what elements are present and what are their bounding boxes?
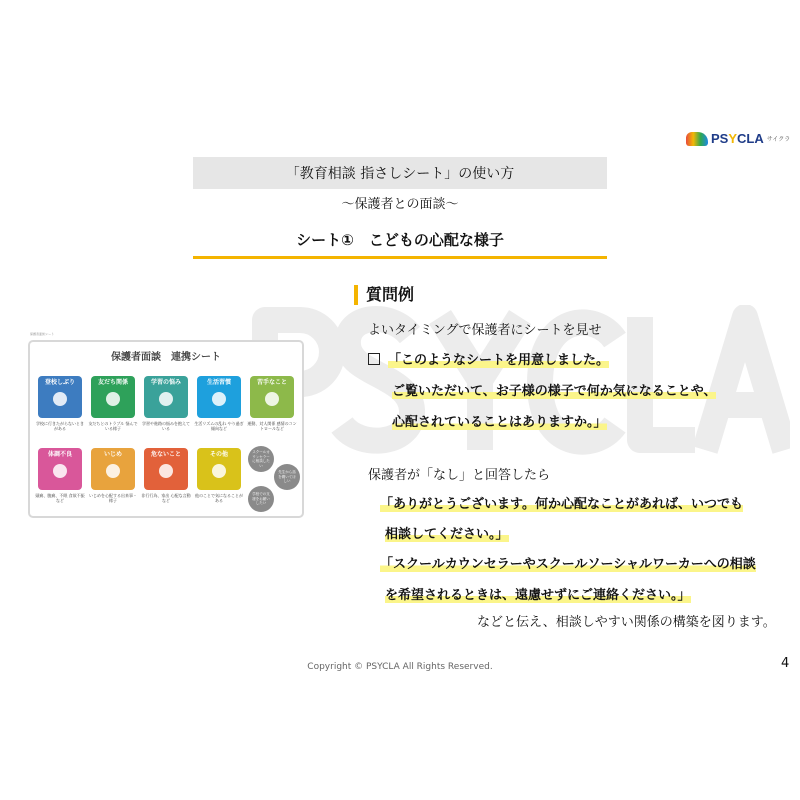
tile-label: 登校しぶり — [44, 379, 75, 386]
tile-caption: 学校に行きたがらないときがある — [36, 421, 84, 431]
tile-illustration-icon — [106, 392, 120, 406]
tile-label: その他 — [209, 451, 228, 458]
thumbnail-tile — [144, 448, 188, 490]
section-heading: 質問例 — [354, 285, 414, 305]
sheet-title: シート① こどもの心配な様子 — [193, 229, 607, 259]
tile-label: 友だち関係 — [97, 379, 128, 386]
tile-label: 学習の悩み — [150, 379, 181, 386]
tile-caption: 非行行為、家出 心配な言動など — [141, 493, 191, 503]
rhino-logo-icon — [686, 132, 708, 146]
tile-caption: 学習や進路の悩みを抱えている — [142, 421, 190, 431]
thumbnail-title: 保護者面談 連携シート — [111, 352, 221, 363]
consult-circle-text: 先生から話を聞いてほしい — [278, 470, 296, 484]
tile-caption: 他のことで気になることがある — [195, 493, 243, 503]
tile-label: 苦手なこと — [256, 379, 287, 386]
page-title: 「教育相談 指さしシート」の使い方 — [193, 157, 607, 189]
tile-illustration-icon — [106, 464, 120, 478]
thumbnail-tile — [197, 448, 241, 490]
question-line-3: 心配されていることはありますか。」 — [392, 415, 607, 430]
tile-caption: 友だちとのトラブル 悩んでいる様子 — [88, 421, 138, 431]
question-line-2: ご覧いただいて、お子様の様子で何か気になることや、 — [392, 384, 717, 399]
tile-label: いじめ — [103, 451, 122, 458]
subtitle: ～保護者との面談～ — [341, 197, 459, 212]
thumbnail-header: 保護者面談シート — [30, 332, 55, 336]
thumbnail-tile — [250, 376, 294, 418]
tile-illustration-icon — [53, 392, 67, 406]
condition-text: 保護者が「なし」と回答したら — [368, 468, 551, 483]
response-line-3: 「スクールカウンセラーやスクールソーシャルワーカーへの相談 — [380, 557, 756, 572]
thumbnail-tile — [197, 376, 241, 418]
logo-kana: サイクラ — [766, 136, 791, 143]
question-line-1: 「このようなシートを用意しました。 — [368, 351, 609, 371]
consult-circle — [274, 464, 300, 490]
tile-illustration-icon — [53, 464, 67, 478]
response-line-1: 「ありがとうございます。何か心配なことがあれば、いつでも — [380, 497, 743, 512]
thumbnail-tile — [91, 448, 135, 490]
tile-caption: 頭痛、腹痛、不眠 食欲不振など — [35, 493, 85, 503]
tile-label: 危ないこと — [150, 451, 181, 458]
tile-illustration-icon — [159, 464, 173, 478]
thumbnail-tile — [144, 376, 188, 418]
tile-illustration-icon — [212, 392, 226, 406]
thumbnail-tile — [38, 376, 82, 418]
consult-circle-text: 学校での支援をお願いしたい — [252, 492, 270, 506]
tile-illustration-icon — [159, 392, 173, 406]
response-line-4: を希望されるときは、遠慮せずにご連絡ください。」 — [385, 588, 691, 603]
instruction-text: よいタイミングで保護者にシートを見せ — [368, 323, 602, 338]
copyright: Copyright © PSYCLA All Rights Reserved. — [307, 662, 493, 672]
psycla-logo — [686, 131, 790, 146]
page-number: 4 — [781, 656, 790, 671]
logo-text: PSYCLA — [711, 131, 764, 146]
consult-circle — [248, 486, 274, 512]
tile-illustration-icon — [265, 392, 279, 406]
tile-caption: 運動、対人関係 感情のコントロールなど — [247, 421, 297, 431]
thumbnail-tile — [38, 448, 82, 490]
checkbox-icon — [368, 353, 380, 365]
tile-caption: 生活リズムの乱れ やり過ぎ傾向など — [194, 421, 244, 431]
tile-label: 生活習慣 — [206, 379, 231, 386]
thumbnail-tile — [91, 376, 135, 418]
tile-caption: いじめを心配する出来事・様子 — [89, 493, 137, 503]
consult-circle-text: スクールカウンセラーに相談したい — [252, 450, 270, 468]
response-line-2: 相談してください。」 — [385, 527, 509, 542]
consult-circle — [248, 446, 274, 472]
closing-text: などと伝え、相談しやすい関係の構築を図ります。 — [477, 615, 776, 630]
sheet-thumbnail — [28, 340, 304, 518]
tile-illustration-icon — [212, 464, 226, 478]
tile-label: 体調不良 — [47, 451, 72, 458]
